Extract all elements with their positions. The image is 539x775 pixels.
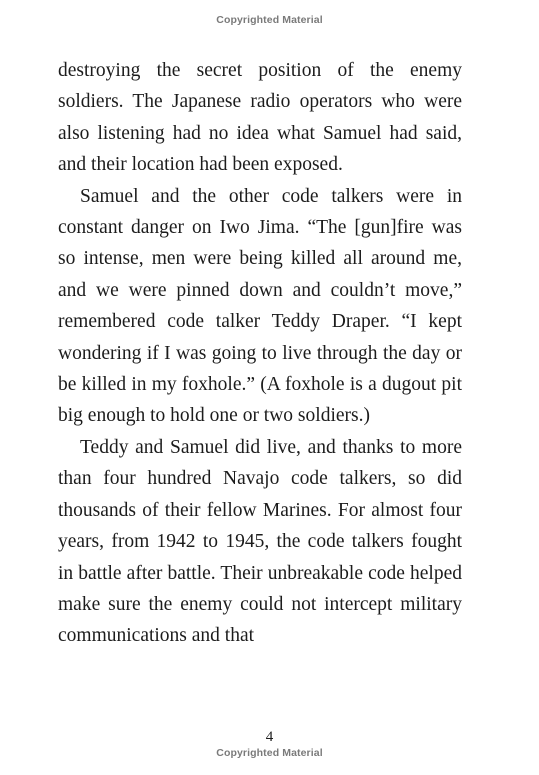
paragraph-code-talkers: Teddy and Samuel did live, and thanks to more than four hundred Navajo code talkers, so did thousands of their fellow Marines. For almost four years, from 1942 to 1945, the code talkers fought in battle after battle. Their unbreakable code helped make sure the enemy could not intercept military communications and that bbox=[58, 436, 462, 647]
copyright-watermark-top: Copyrighted Material bbox=[216, 14, 323, 26]
paragraph-iwo-jima: Samuel and the other code talkers were in constant danger on Iwo Jima. “The [gun]fire was so intense, men were being killed all around me, and we were pinned down and couldn’t move,” remembered code talker Teddy Draper. “I kept wondering if I was going to live through the day or be killed in my foxhole.” (A foxhole is a dugout pit big enough to hold one or two soldiers.) bbox=[58, 185, 462, 427]
paragraph-continued: destroying the secret position of the enemy soldiers. The Japanese radio operators who were also listening had no idea what Samuel had said, and their location had been exposed. bbox=[58, 60, 462, 176]
page-body bbox=[58, 55, 462, 652]
page-number: 4 bbox=[265, 729, 274, 745]
copyright-watermark-bottom: Copyrighted Material bbox=[216, 747, 323, 759]
